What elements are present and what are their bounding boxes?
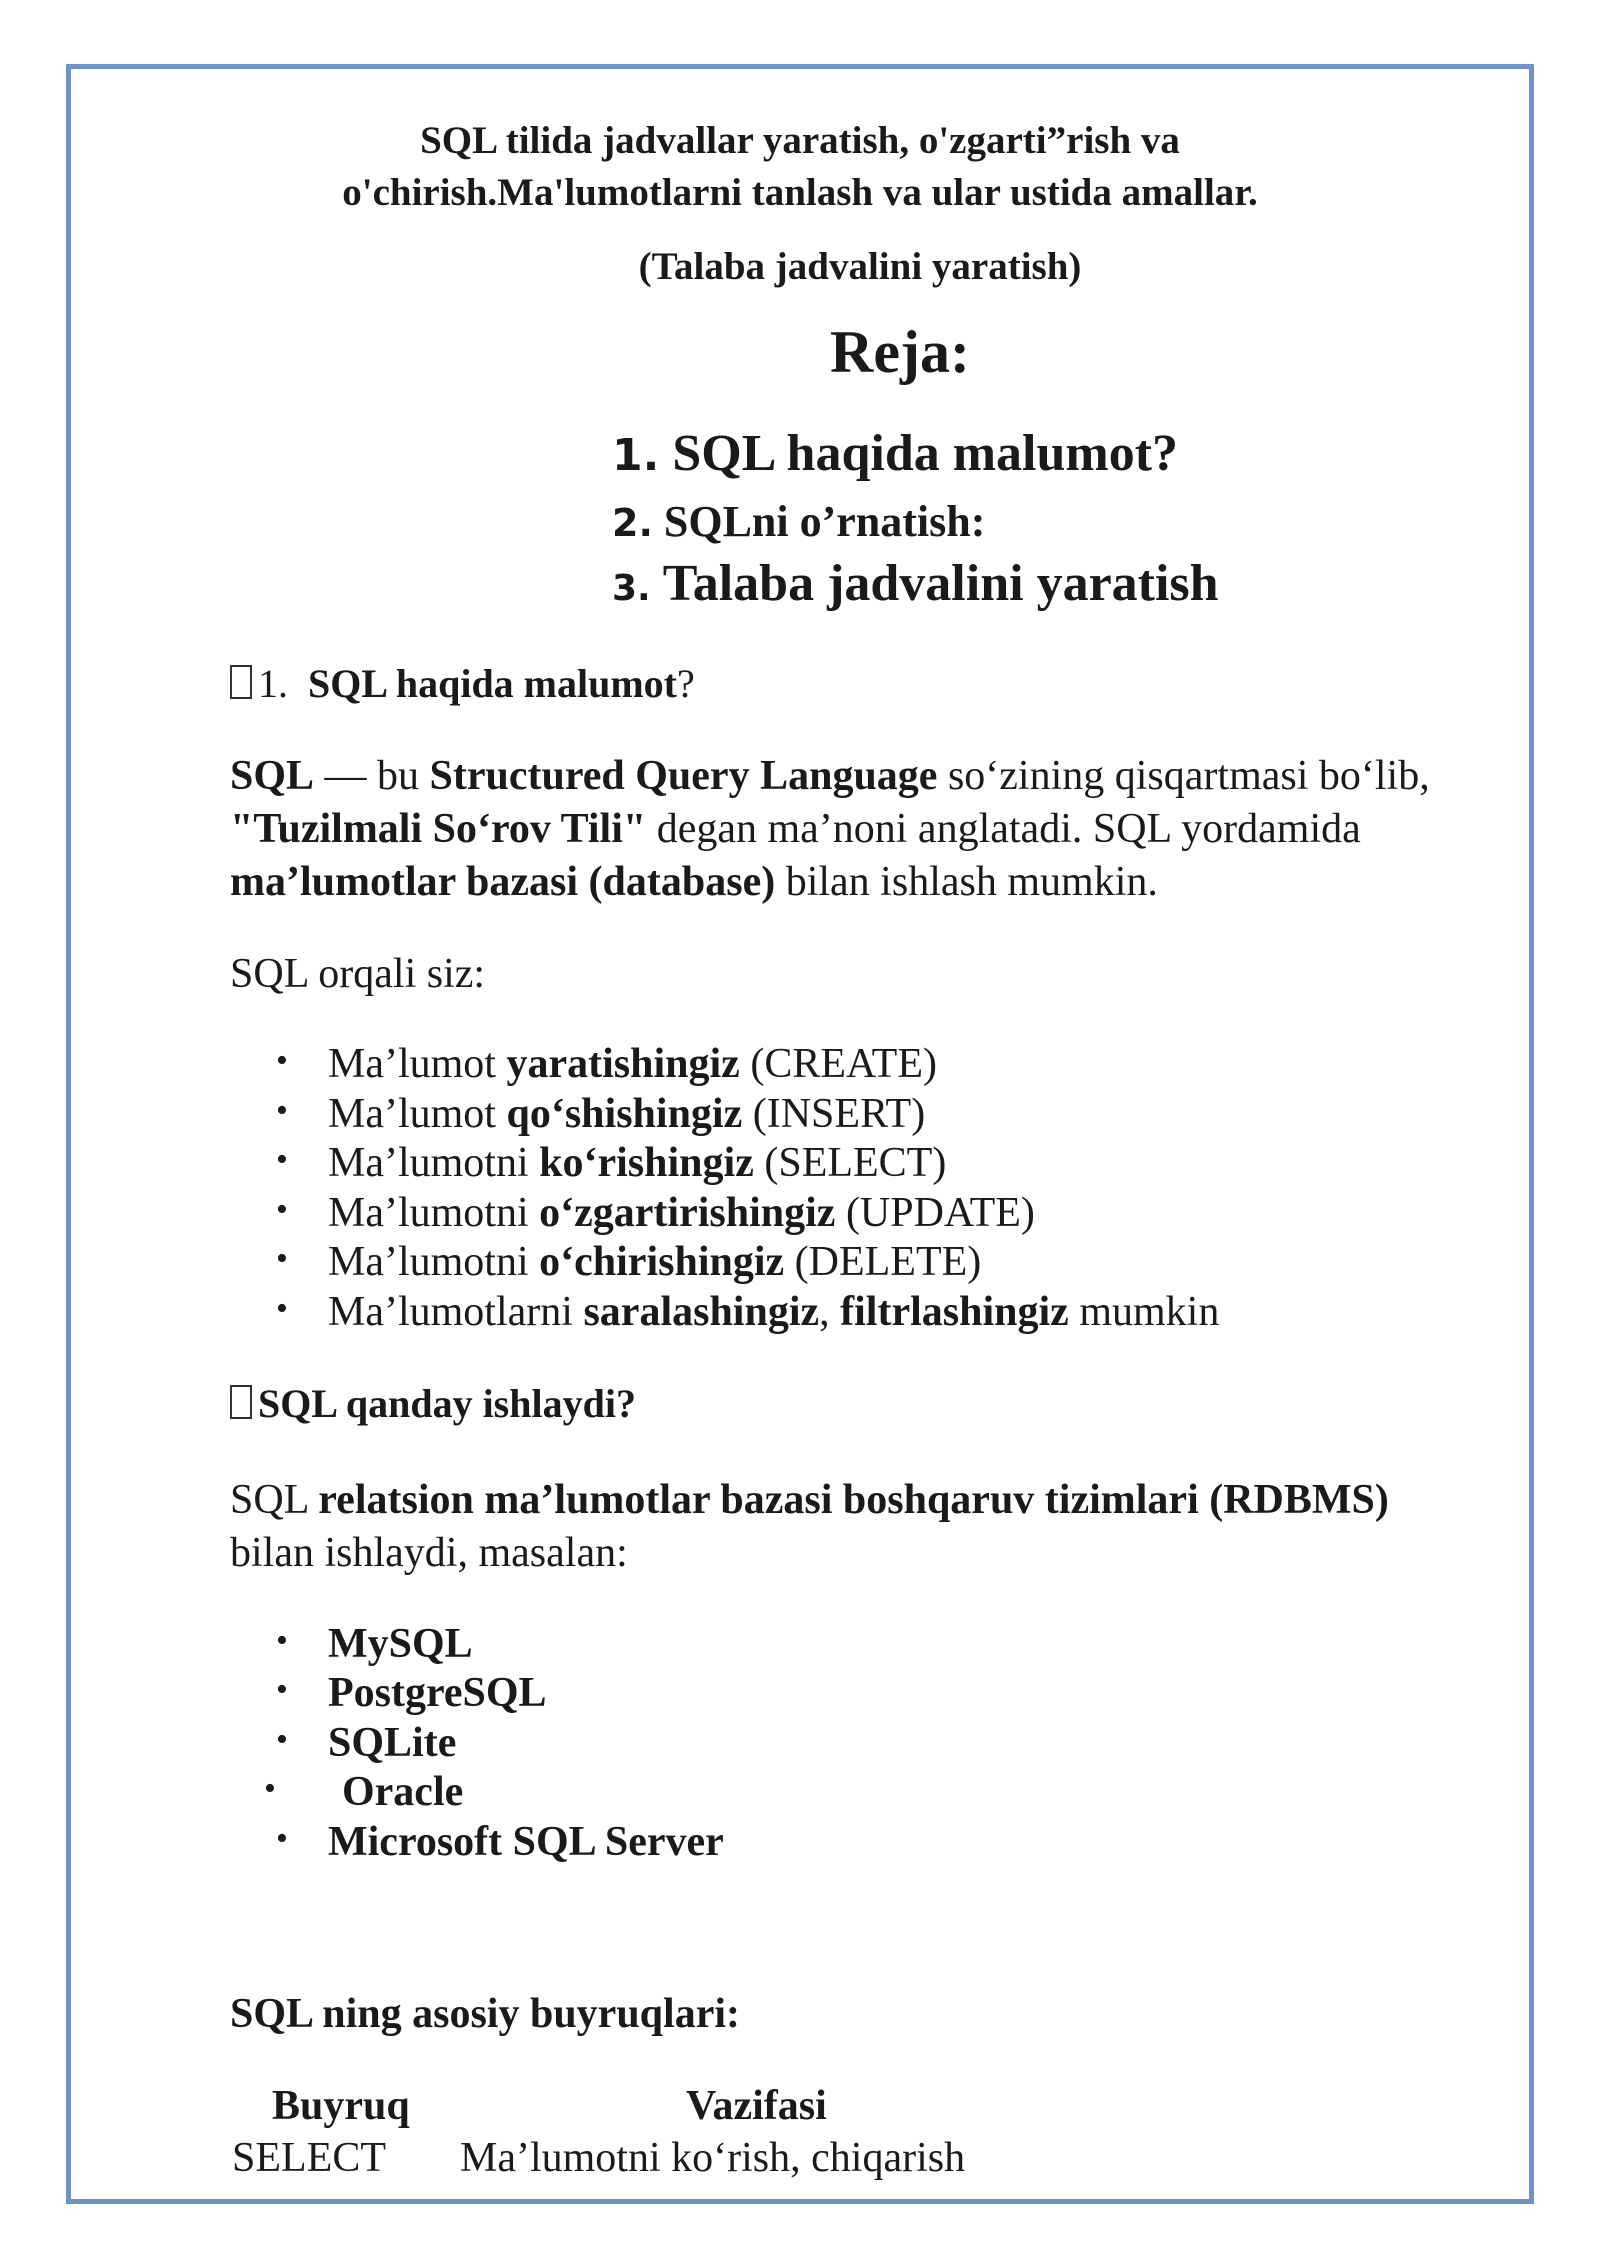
section-heading-qmark: ? [677,661,695,706]
list-bold: o‘zgartirishingiz [539,1190,836,1236]
bullet-icon: • [276,1092,288,1129]
plan-item-number: 1. [612,430,660,481]
plan-item-number: 2. [612,501,653,545]
plan-item-text: SQL haqida malumot? [672,425,1179,482]
list-item [328,1288,1219,1336]
list-text: mumkin [1068,1289,1220,1335]
term-tuzilmali: "Tuzilmali So‘rov Tili" [230,806,647,852]
bullet-icon: • [276,1721,288,1758]
document-subtitle: (Talaba jadvalini yaratish) [638,245,1082,288]
plan-item-text: SQLni o’rnatish: [663,497,986,546]
section-number: 1. [258,661,288,706]
commands-col-header-purpose: Vazifasi [686,2083,827,2129]
list-text: Ma’lumotni [328,1239,540,1285]
list-item [328,1189,1035,1237]
list-item [328,1139,946,1187]
list-text: (INSERT) [742,1091,926,1137]
how-heading-text: SQL qanday ishlaydi? [258,1381,636,1426]
commands-col-header-command: Buyruq [272,2083,410,2129]
list-text: Ma’lumot [328,1091,507,1137]
commands-heading: SQL ning asosiy buyruqlari: [230,1991,741,2037]
list-text: (SELECT) [753,1140,947,1186]
document-title-line-1: SQL tilida jadvallar yaratish, o'zgarti”rish va [420,119,1180,162]
intro-line-1 [230,752,1430,800]
list-text: (DELETE) [784,1239,982,1285]
bullet-icon: • [276,1042,288,1079]
command-cell: SELECT [232,2135,386,2181]
plan-item-2 [612,496,985,547]
plan-item-number: 3. [612,568,651,609]
how-text: SQL [230,1477,319,1523]
term-database: ma’lumotlar bazasi (database) [230,859,776,905]
list-bold: ko‘rishingiz [539,1140,754,1186]
how-heading [230,1380,636,1427]
list-text: (UPDATE) [835,1190,1035,1236]
intro-text: bilan ishlash mumkin. [775,859,1158,905]
list-text: Ma’lumotlarni [328,1289,584,1335]
intro-text: so‘zining qisqartmasi bo‘lib, [937,753,1430,799]
plan-item-text: Talaba jadvalini yaratish [662,555,1219,612]
intro-line-3 [230,858,1158,906]
plan-item-1 [612,424,1178,483]
term-rdbms: relatsion ma’lumotlar bazasi boshqaruv tizimlari (RDBMS) [318,1477,1389,1523]
list-text: (CREATE) [739,1041,937,1087]
how-line-2: bilan ishlaydi, masalan: [230,1530,628,1576]
term-sql-full: Structured Query Language [429,753,938,799]
list-text: Ma’lumotni [328,1190,540,1236]
list-text: , [819,1289,841,1335]
via-text: SQL orqali siz: [230,951,486,997]
list-bold: o‘chirishingiz [539,1239,785,1285]
list-item: MySQL [328,1621,473,1667]
bullet-icon: • [264,1770,276,1807]
plan-item-3 [612,554,1219,613]
bullet-icon: • [276,1141,288,1178]
missing-glyph-icon [230,665,252,699]
list-item: Oracle [342,1769,464,1815]
bullet-icon: • [276,1622,288,1659]
intro-text: — bu [314,753,430,799]
list-item: SQLite [328,1720,457,1766]
how-line-1 [230,1476,1389,1524]
bullet-icon: • [276,1820,288,1857]
list-bold: filtrlashingiz [840,1289,1069,1335]
section-1-heading [230,660,695,707]
list-text: Ma’lumotni [328,1140,540,1186]
list-item: Microsoft SQL Server [328,1819,724,1865]
plan-heading: Reja: [830,319,970,385]
bullet-icon: • [276,1240,288,1277]
section-heading-text: SQL haqida malumot [308,661,678,706]
list-item [328,1090,925,1138]
list-item: PostgreSQL [328,1670,547,1716]
intro-line-2 [230,805,1361,853]
document-title-line-2: o'chirish.Ma'lumotlarni tanlash va ular ustida amallar. [342,171,1258,214]
list-text: Ma’lumot [328,1041,507,1087]
list-bold: saralashingiz [583,1289,820,1335]
bullet-icon: • [276,1290,288,1327]
bullet-icon: • [276,1671,288,1708]
list-bold: qo‘shishingiz [506,1091,743,1137]
missing-glyph-icon [230,1385,252,1419]
purpose-cell: Ma’lumotni ko‘rish, chiqarish [460,2135,966,2181]
bullet-icon: • [276,1191,288,1228]
list-item [328,1238,981,1286]
list-item [328,1040,937,1088]
term-sql: SQL [230,753,315,799]
intro-text: degan ma’noni anglatadi. SQL yordamida [646,806,1361,852]
list-bold: yaratishingiz [506,1041,740,1087]
